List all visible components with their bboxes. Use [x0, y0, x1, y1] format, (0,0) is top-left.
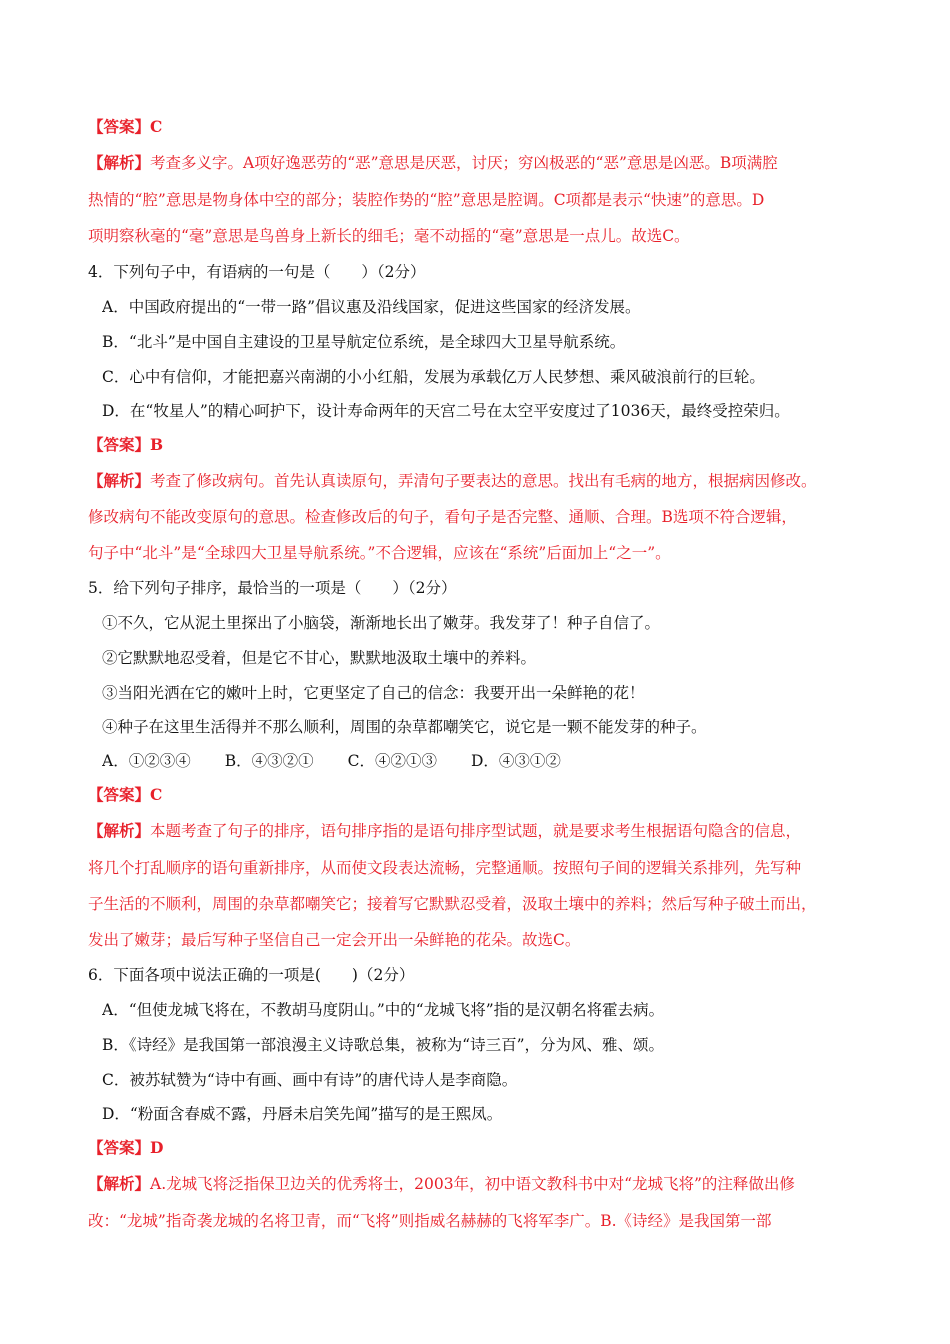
answer-value: C: [150, 785, 163, 804]
q6-option-d: D．“粉面含春威不露，丹唇未启笑先闻”描写的是王熙凤。: [102, 1105, 503, 1123]
analysis-text: 考查多义字。A项好逸恶劳的“恶”意思是厌恶，讨厌；穷凶极恶的“恶”意思是凶恶。B项满腔: [150, 154, 778, 172]
q5-sentence-4: ④种子在这里生活得并不那么顺利，周围的杂草都嘲笑它，说它是一颗不能发芽的种子。: [102, 718, 707, 736]
q6-analysis-line-1: [88, 1174, 878, 1194]
analysis-text: A.龙城飞将泛指保卫边关的优秀将士，2003年，初中语文教科书中对“龙城飞将”的注释做出修: [150, 1175, 795, 1193]
answer-value: B: [150, 435, 164, 454]
q4-option-c: C．心中有信仰，才能把嘉兴南湖的小小红船，发展为承载亿万人民梦想、乘风破浪前行的巨轮。: [102, 368, 765, 386]
q6-analysis-line-2: 改：“龙城”指奇袭龙城的名将卫青，而“飞将”则指威名赫赫的飞将军李广。B.《诗经》是我国第一部: [88, 1212, 772, 1230]
q5-analysis-line-3: 子生活的不顺利，周围的杂草都嘲笑它；接着写它默默忍受着，汲取土壤中的养料；然后写种子破土而出，: [88, 895, 817, 913]
q3-analysis-line-2: 热情的“腔”意思是物身体中空的部分；装腔作势的“腔”意思是腔调。C项都是表示“快速”的意思。D: [88, 191, 765, 209]
analysis-tag: 【解析】: [88, 471, 151, 490]
q5-stem: 5．给下列句子排序，最恰当的一项是（ ）（2分）: [88, 579, 457, 597]
analysis-tag: 【解析】: [88, 1174, 151, 1193]
analysis-tag: 【解析】: [88, 153, 151, 172]
q4-option-a: A．中国政府提出的“一带一路”倡议惠及沿线国家，促进这些国家的经济发展。: [102, 298, 641, 316]
q4-analysis-line-1: [88, 471, 878, 491]
q5-option-a: A．①②③④: [102, 752, 191, 770]
q4-option-d: D．在“牧星人”的精心呵护下，设计寿命两年的天宫二号在太空平安度过了1036天，最终受控荣归。: [102, 402, 790, 420]
analysis-text: 本题考查了句子的排序，语句排序指的是语句排序型试题，就是要求考生根据语句隐含的信息，: [150, 822, 802, 840]
q5-option-c: C．④②①③: [347, 752, 437, 770]
q5-analysis-line-2: 将几个打乱顺序的语句重新排序，从而使文段表达流畅，完整通顺。按照句子间的逻辑关系排列，先写种: [88, 859, 802, 877]
q6-stem: 6．下面各项中说法正确的一项是( )（2分）: [88, 966, 415, 984]
q3-analysis-line-3: 项明察秋毫的“毫”意思是鸟兽身上新长的细毛；毫不动摇的“毫”意思是一点儿。故选C。: [88, 227, 690, 245]
q4-analysis-line-3: 句子中“北斗”是“全球四大卫星导航系统。”不合逻辑，应该在“系统”后面加上“之一”。: [88, 544, 671, 562]
q4-option-b: B．“北斗”是中国自主建设的卫星导航定位系统，是全球四大卫星导航系统。: [102, 333, 626, 351]
q6-option-c: C．被苏轼赞为“诗中有画、画中有诗”的唐代诗人是李商隐。: [102, 1071, 518, 1089]
answer-value: D: [150, 1138, 164, 1157]
answer-tag: 【答案】: [88, 435, 151, 454]
q5-analysis-line-4: 发出了嫩芽；最后写种子坚信自己一定会开出一朵鲜艳的花朵。故选C。: [88, 931, 581, 949]
q6-option-a: A．“但使龙城飞将在，不教胡马度阴山。”中的“龙城飞将”指的是汉朝名将霍去病。: [102, 1001, 665, 1019]
answer-tag: 【答案】: [88, 785, 151, 804]
q4-analysis-line-2: 修改病句不能改变原句的意思。检查修改后的句子，看句子是否完整、通顺、合理。B选项不符合逻辑，: [88, 508, 797, 526]
q5-answer: [88, 785, 878, 805]
q6-answer: [88, 1138, 878, 1158]
analysis-tag: 【解析】: [88, 821, 151, 840]
answer-value: C: [150, 117, 163, 136]
answer-tag: 【答案】: [88, 117, 151, 136]
q5-sentence-1: ①不久，它从泥土里探出了小脑袋，渐渐地长出了嫩芽。我发芽了！种子自信了。: [102, 614, 661, 632]
analysis-text: 考查了修改病句。首先认真读原句，弄清句子要表达的意思。找出有毛病的地方，根据病因修改。: [150, 472, 817, 490]
q5-analysis-line-1: [88, 821, 878, 841]
q5-options: [102, 751, 892, 771]
q4-stem: 4．下列句子中，有语病的一句是（ ）（2分）: [88, 263, 426, 281]
q5-option-b: B．④③②①: [224, 752, 314, 770]
q3-analysis-line-1: [88, 153, 878, 173]
q3-answer: [88, 117, 878, 137]
q4-answer: [88, 435, 878, 455]
q5-sentence-3: ③当阳光洒在它的嫩叶上时，它更坚定了自己的信念：我要开出一朵鲜艳的花！: [102, 684, 645, 702]
answer-tag: 【答案】: [88, 1138, 151, 1157]
q5-sentence-2: ②它默默地忍受着，但是它不甘心，默默地汲取土壤中的养料。: [102, 649, 537, 667]
q6-option-b: B．《诗经》是我国第一部浪漫主义诗歌总集，被称为“诗三百”，分为风、雅、颂。: [102, 1036, 664, 1054]
q5-option-d: D．④③①②: [470, 752, 561, 770]
